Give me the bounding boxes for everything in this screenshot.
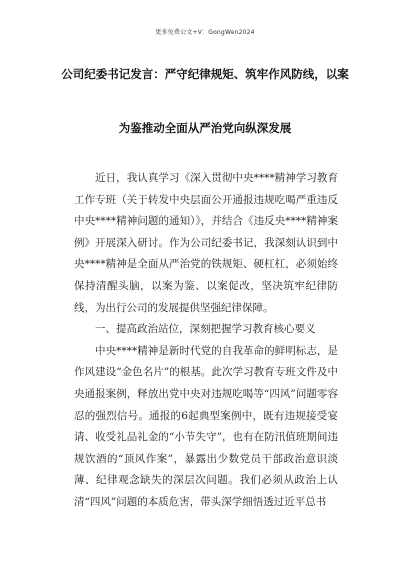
- document-body: [74, 168, 338, 514]
- document-title-line-2: 为鉴推动全面从严治党向纵深发展: [118, 121, 292, 135]
- body-paragraph-section-1: 中央****精神是新时代党的自我革命的鲜明标志，是作风建设“金色名片”的根基。此次学习教育专班文件及中央通报案例，释放出党中央对违规吃喝等“四风”问题零容忍的强烈信号。通报的6起典型案例中，既有违规接受宴请、收受礼品礼金的“小节失守”，也有在防汛值班期间违规饮酒的“顶风作案”，暴露出少数党员干部政治意识淡薄、纪律观念缺失的深层次问题。我们必须从政治上认清“四风”问题的本质危害，带头深学细悟透过近平总书: [74, 344, 338, 508]
- body-paragraph-intro: 近日，我认真学习《深入贯彻中央****精神学习教育工作专班（关于转发中央层面公开通报违规吃喝严重违反中央****精神问题的通知）》，并结合《违反央****精神案例》开展深入研讨。作为公司纪委书记，我深刻认识到中央****精神是全面从严治党的铁规矩、硬杠杠，必须始终保持清醒头脑，以案为鉴、以案促改，坚决筑牢纪律防线，为出行公司的发展提供坚强纪律保障。: [74, 172, 338, 314]
- document-title-line-1: 公司纪委书记发言：严守纪律规矩、筑牢作风防线，以案: [61, 67, 349, 81]
- header-note: 更多免费公文+V：GongWen2024: [155, 29, 255, 36]
- section-heading-1: 一、提高政治站位，深刻把握学习教育核心要义: [95, 323, 316, 336]
